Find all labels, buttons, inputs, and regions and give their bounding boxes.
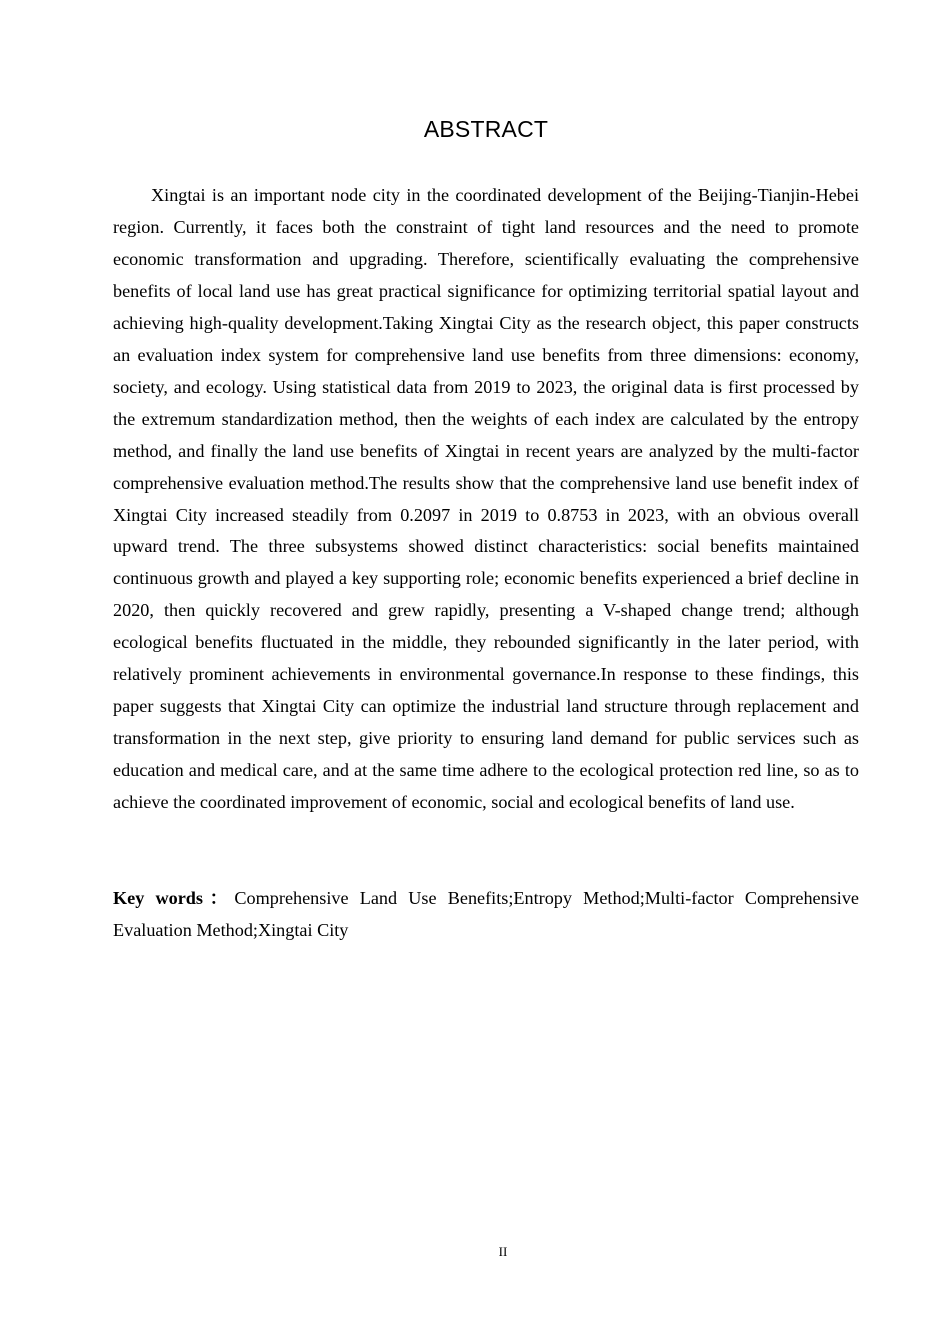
keywords-line <box>113 882 859 946</box>
abstract-body: Xingtai is an important node city in the coordinated development of the Beijing-Tianjin-Hebei region. Currently, it faces both the constraint of tight land resources and the need to promote economic transformation and upgrading. Therefore, scientifically evaluating the comprehensive benefits of local land use has great practical significance for optimizing territorial spatial layout and achieving high-quality development.Taking Xingtai City as the research object, this paper constructs an evaluation index system for comprehensive land use benefits from three dimensions: economy, society, and ecology. Using statistical data from 2019 to 2023, the original data is first processed by the extremum standardization method, then the weights of each index are calculated by the entropy method, and finally the land use benefits of Xingtai in recent years are analyzed by the multi-factor comprehensive evaluation method.The results show that the comprehensive land use benefit index of Xingtai City increased steadily from 0.2097 in 2019 to 0.8753 in 2023, with an obvious overall upward trend. The three subsystems showed distinct characteristics: social benefits maintained continuous growth and played a key supporting role; economic benefits experienced a brief decline in 2020, then quickly recovered and grew rapidly, presenting a V-shaped change trend; although ecological benefits fluctuated in the middle, they rebounded significantly in the later period, with relatively prominent achievements in environmental governance.In response to these findings, this paper suggests that Xingtai City can optimize the industrial land structure through replacement and transformation in the next step, give priority to ensuring land demand for public services such as education and medical care, and at the same time adhere to the ecological protection red line, so as to achieve the coordinated improvement of economic, social and ecological benefits of land use. <box>113 185 859 813</box>
page-number: II <box>498 1244 508 1259</box>
keywords-label: Key words： <box>113 888 235 908</box>
abstract-title: ABSTRACT <box>423 116 549 142</box>
keywords-text: Comprehensive Land Use Benefits;Entropy Method;Multi-factor Comprehensive Evaluation Method;Xingtai City <box>113 888 860 940</box>
